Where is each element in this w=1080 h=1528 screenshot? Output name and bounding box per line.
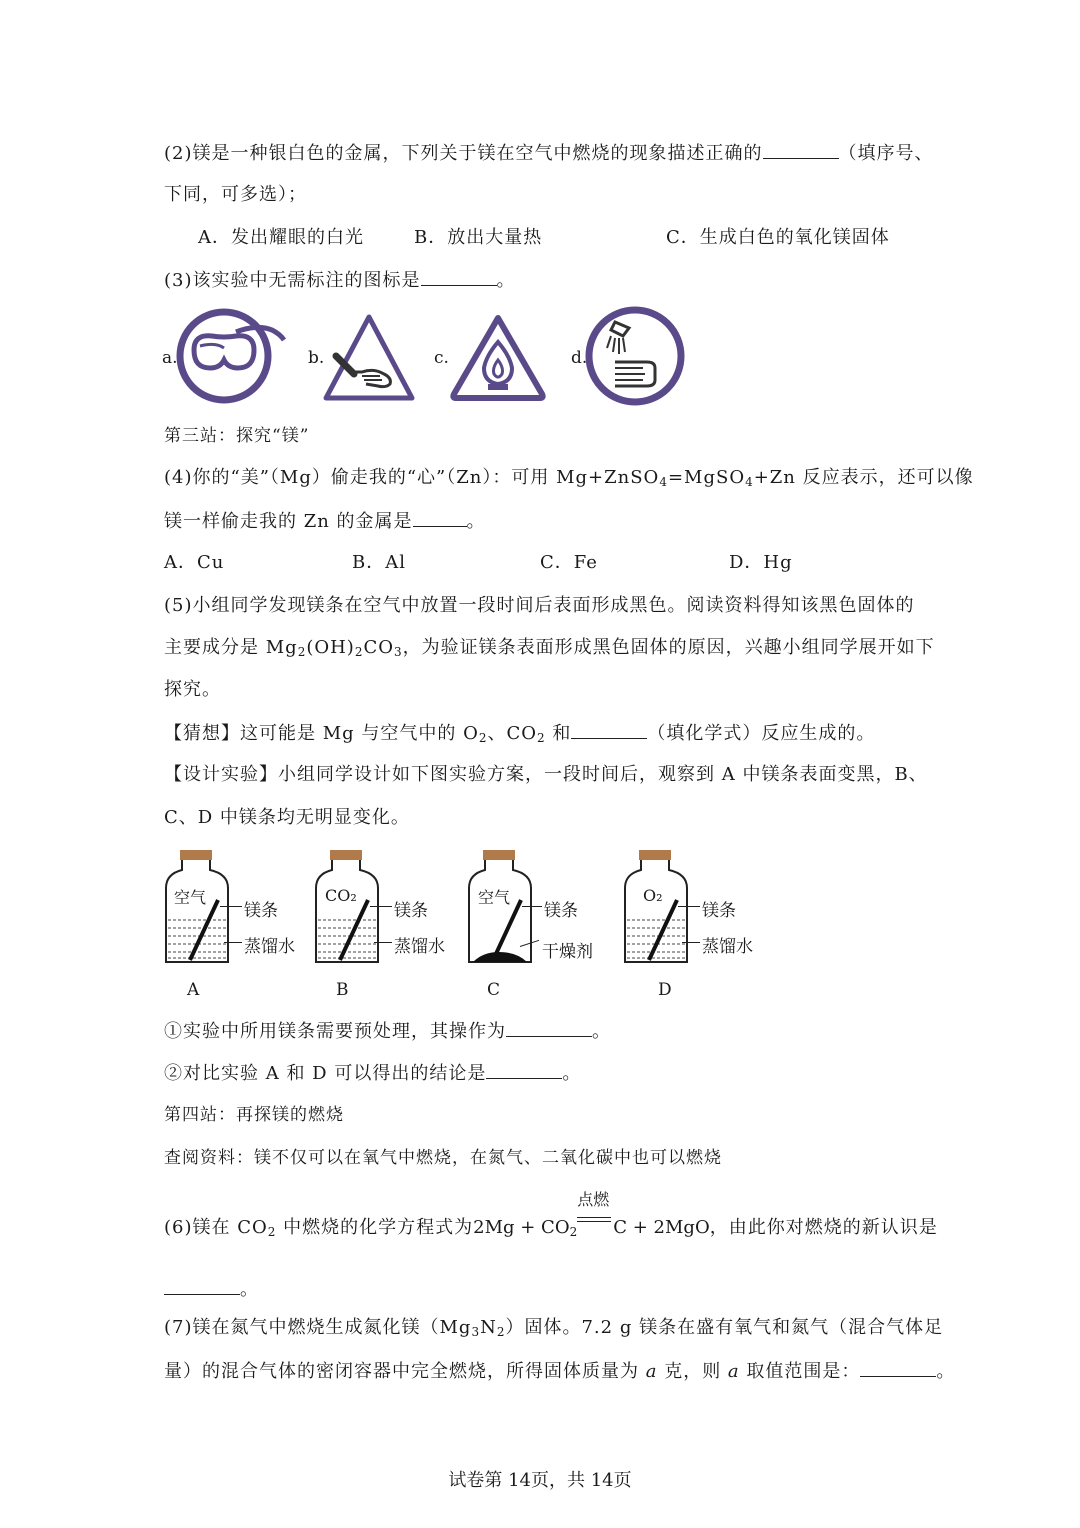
q4-answer-blank[interactable] — [413, 510, 467, 527]
page-footer: 试卷第 14页，共 14页 — [448, 1470, 632, 1491]
q3-answer-blank[interactable] — [421, 269, 497, 286]
eq-right: C + 2MgO — [613, 1217, 710, 1238]
q5-text-a: 主要成分是 Mg — [164, 637, 298, 658]
q5-sub-2: 2 — [354, 645, 364, 659]
bottle-a-label-top: 镁条 — [244, 901, 278, 921]
station-3-heading: 第三站：探究“镁” — [164, 426, 310, 446]
bottle-a-id: A — [187, 980, 200, 1000]
q6-text-c: ，由此你对燃烧的新认识是 — [709, 1217, 938, 1238]
wash-hands-icon — [585, 306, 687, 406]
q5-sub1-answer-blank[interactable] — [506, 1020, 592, 1037]
bottle-b-label-bottom: 蒸馏水 — [394, 937, 445, 957]
q5-line2 — [164, 637, 935, 659]
q5-line1: (5)小组同学发现镁条在空气中放置一段时间后表面形成黑色。阅读资料得知该黑色固体的 — [164, 595, 915, 616]
q5-text-d: ，为验证镁条表面形成黑色固体的原因，兴趣小组同学展开如下 — [402, 637, 935, 658]
bottle-d-label-top: 镁条 — [702, 901, 736, 921]
q2-text: (2)镁是一种银白色的金属，下列关于镁在空气中燃烧的现象描述正确的 — [164, 143, 763, 164]
q5-sub-3: 3 — [394, 645, 403, 659]
q6-answer-line — [164, 1278, 259, 1301]
bottle-a-label-bottom: 蒸馏水 — [244, 937, 295, 957]
q3-question — [164, 269, 516, 292]
sharp-object-icon — [322, 312, 416, 402]
q5-line3: 探究。 — [164, 679, 221, 700]
guess-text-b: 、CO — [487, 723, 538, 744]
q2-answer-blank[interactable] — [763, 142, 839, 159]
q7-var-2: a — [727, 1361, 740, 1382]
bottle-d-gas: O₂ — [643, 886, 663, 905]
q6-answer-blank[interactable] — [164, 1278, 240, 1295]
q5-text-b: (OH) — [306, 637, 355, 658]
q4-text-b: =MgSO — [667, 467, 746, 488]
bottle-a-leader-bottom — [224, 942, 242, 943]
q7-line1 — [164, 1317, 943, 1339]
q2-line2: 下同，可多选）； — [164, 184, 307, 205]
bottle-c-label-bottom: 干燥剂 — [542, 942, 593, 962]
q7-text-b: N — [480, 1317, 497, 1338]
guess-answer-blank[interactable] — [571, 722, 647, 739]
q5-design-line1: 【设计实验】小组同学设计如下图实验方案，一段时间后，观察到 A 中镁条表面变黑，B、 — [164, 764, 928, 785]
q7-end: 。 — [936, 1361, 956, 1382]
q5-sub-1: 2 — [297, 645, 307, 659]
bottle-a-gas: 空气 — [174, 888, 207, 907]
q4-option-a: A．Cu — [164, 552, 225, 573]
q2-option-b: B．放出大量热 — [414, 227, 543, 248]
q2-option-c: C．生成白色的氧化镁固体 — [666, 227, 890, 248]
bottle-c-leader-top — [522, 906, 542, 907]
q6-sub: 2 — [267, 1225, 277, 1239]
q5-design-line2: C、D 中镁条均无明显变化。 — [164, 807, 410, 828]
q4-option-d: D．Hg — [729, 552, 793, 573]
q7-line2 — [164, 1360, 955, 1383]
q7-sub-1: 3 — [471, 1325, 481, 1339]
eq-arrow — [577, 1190, 613, 1233]
bottle-c-id: C — [487, 980, 501, 1000]
q7-sub-2: 2 — [496, 1325, 506, 1339]
bottle-b-leader-bottom — [374, 942, 392, 943]
bottle-b — [310, 848, 384, 968]
q5-sub2-answer-blank[interactable] — [486, 1062, 562, 1079]
guess-sub-1: 2 — [478, 731, 488, 745]
bottle-d-label-bottom: 蒸馏水 — [702, 937, 753, 957]
bottle-d-leader-bottom — [682, 942, 700, 943]
q6-equation — [473, 1190, 710, 1239]
reference-info: 查阅资料：镁不仅可以在氧气中燃烧，在氮气、二氧化碳中也可以燃烧 — [164, 1148, 722, 1168]
q4-sub-1: 4 — [659, 475, 668, 489]
q4-line2-text: 镁一样偷走我的 Zn 的金属是 — [164, 511, 413, 532]
q4-end: 。 — [466, 511, 486, 532]
q4-sub-2: 4 — [745, 475, 754, 489]
guess-sub-2: 2 — [537, 731, 546, 745]
q5-sub2-text: ②对比实验 A 和 D 可以得出的结论是 — [164, 1063, 487, 1084]
q4-line1 — [164, 467, 974, 489]
bottle-d-id: D — [658, 980, 672, 1000]
q3-text: (3)该实验中无需标注的图标是 — [164, 270, 421, 291]
q4-line2 — [164, 510, 486, 533]
q7-line2-c: 取值范围是： — [739, 1361, 861, 1382]
guess-text-c: 和 — [545, 723, 572, 744]
q5-sub2-end: 。 — [562, 1063, 582, 1084]
q2-option-a: A．发出耀眼的白光 — [198, 227, 364, 248]
bottle-a-leader-top — [220, 906, 242, 907]
eq-line-1 — [577, 1217, 611, 1218]
bottle-d-leader-top — [678, 906, 700, 907]
goggles-icon — [176, 306, 290, 406]
q2-hint: （填序号、 — [838, 143, 934, 164]
q7-line2-b: 克，则 — [657, 1361, 728, 1382]
bottle-b-label-top: 镁条 — [394, 901, 428, 921]
bottle-d — [619, 848, 693, 968]
flame-icon — [448, 312, 548, 402]
q7-var-1: a — [645, 1361, 658, 1382]
q7-text-c: ）固体。7.2 g 镁条在盛有氧气和氮气（混合气体足 — [505, 1317, 944, 1338]
icon-label-a: a. — [162, 348, 178, 368]
q4-option-c: C．Fe — [540, 552, 598, 573]
q4-option-b: B．Al — [352, 552, 406, 573]
q6-text-a: (6)镁在 CO — [164, 1217, 268, 1238]
q5-guess — [164, 722, 875, 745]
bottle-a — [160, 848, 234, 968]
bottle-b-gas: CO₂ — [325, 886, 357, 905]
q5-sub2 — [164, 1062, 581, 1085]
q5-sub1-end: 。 — [592, 1021, 611, 1042]
q7-line2-a: 量）的混合气体的密闭容器中完全燃烧，所得固体质量为 — [164, 1361, 646, 1382]
icon-label-c: c. — [434, 348, 449, 368]
q4-text-c: +Zn 反应表示，还可以像 — [753, 467, 974, 488]
eq-line-2 — [577, 1221, 611, 1222]
q3-end: 。 — [496, 270, 516, 291]
q5-sub1-text: ①实验中所用镁条需要预处理，其操作为 — [164, 1021, 506, 1042]
icon-label-d: d. — [571, 348, 588, 368]
eq-condition: 点燃 — [577, 1190, 610, 1209]
station-4-heading: 第四站：再探镁的燃烧 — [164, 1105, 344, 1125]
q5-text-c: CO — [363, 637, 394, 658]
q4-text-a: (4)你的“美”（Mg）偷走我的“心”（Zn）：可用 Mg+ZnSO — [164, 467, 660, 488]
q2-line1 — [164, 142, 934, 165]
q6-end: 。 — [240, 1279, 259, 1300]
eq-left-sub: 2 — [569, 1225, 578, 1239]
bottle-c-gas: 空气 — [478, 888, 511, 907]
q6-line — [164, 1190, 938, 1239]
eq-left: 2Mg + CO — [473, 1217, 570, 1238]
bottle-c-label-top: 镁条 — [544, 901, 578, 921]
guess-text-d: （填化学式）反应生成的。 — [647, 723, 876, 744]
q6-text-b: 中燃烧的化学方程式为 — [276, 1217, 474, 1238]
q7-text-a: (7)镁在氮气中燃烧生成氮化镁（Mg — [164, 1317, 472, 1338]
q5-sub1 — [164, 1020, 611, 1043]
bottle-b-leader-top — [370, 906, 392, 907]
guess-text-a: 【猜想】这可能是 Mg 与空气中的 O — [164, 723, 479, 744]
q7-answer-blank[interactable] — [860, 1360, 936, 1377]
icon-label-b: b. — [308, 348, 325, 368]
bottle-b-id: B — [336, 980, 349, 1000]
bottle-c — [463, 848, 537, 968]
